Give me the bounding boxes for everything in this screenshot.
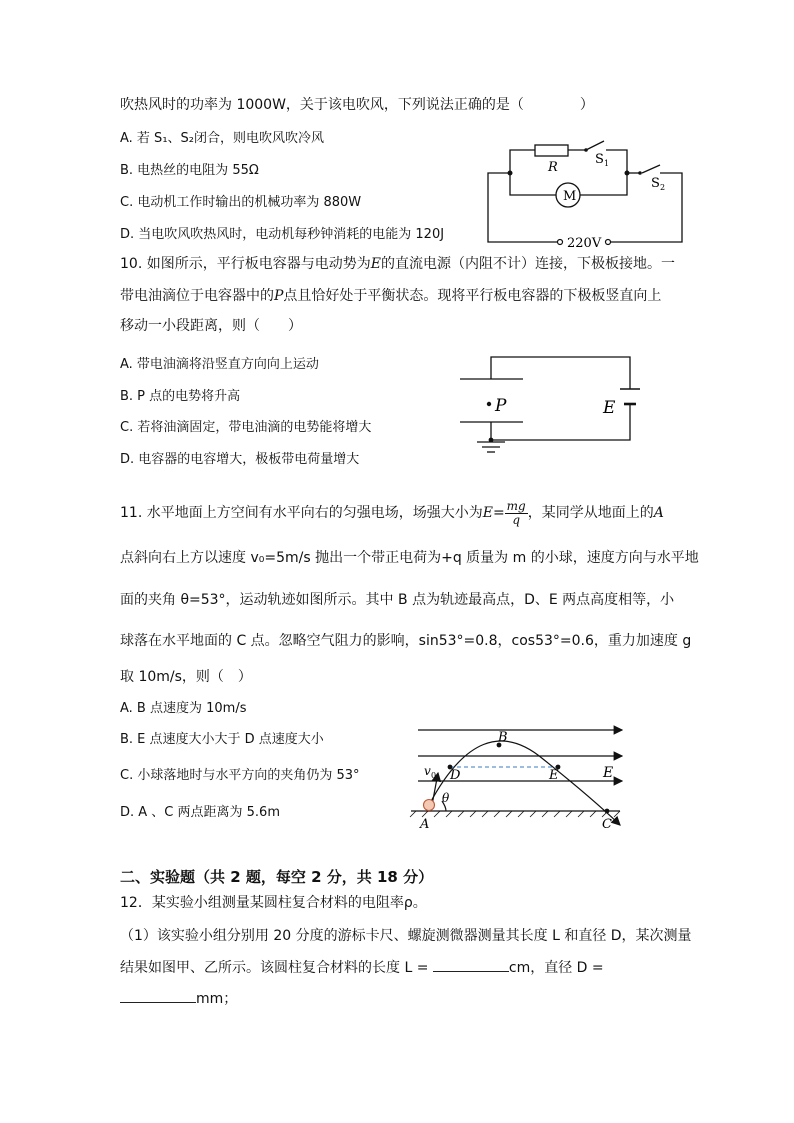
q11-line3: 面的夹角 θ=53°，运动轨迹如图所示。其中 B 点为轨迹最高点，D、E 两点高度相等，小 (120, 592, 675, 608)
label-v0: v (424, 764, 431, 778)
label-v0-sub: 0 (431, 771, 437, 780)
q11-option-b: B. E 点速度大小大于 D 点速度大小 (120, 732, 324, 747)
label-theta: θ (442, 791, 450, 805)
q12-part1-line2-text: 结果如图甲、乙所示。该圆柱复合材料的长度 L = (120, 960, 429, 976)
q12-unit-cm: cm，直径 D = (508, 960, 604, 976)
q10-option-d: D. 电容器的电容增大，极板带电荷量增大 (120, 452, 360, 467)
q9-option-a: A. 若 S₁、S₂闭合，则电吹风吹冷风 (120, 131, 324, 146)
label-e-point: E (549, 768, 559, 783)
q10-line1-b: 的直流电源（内阻不计）连接，下极板接地。一 (380, 256, 675, 272)
q10-p: P (274, 288, 284, 304)
q11-line2: 点斜向右上方以速度 v₀=5m/s 抛出一个带正电荷为+q 质量为 m 的小球，速度方向与水平地 (120, 550, 699, 566)
section-2-heading: 二、实验题（共 2 题，每空 2 分，共 18 分） (120, 868, 434, 886)
q10-option-b: B. P 点的电势将升高 (120, 389, 241, 404)
q10-option-a: A. 带电油滴将沿竖直方向向上运动 (120, 357, 319, 372)
q9-stem: 吹热风时的功率为 1000W，关于该电吹风，下列说法正确的是（ ） (120, 97, 594, 113)
label-d: D (450, 768, 461, 783)
label-b: B (498, 730, 508, 745)
q11-line1-a: 11. 水平地面上方空间有水平向右的匀强电场，场强大小为 (120, 505, 483, 521)
resistor-r (535, 145, 568, 156)
q11-a: A (653, 505, 664, 521)
q11-line4: 球落在水平地面的 C 点。忽略空气阻力的影响，sin53°=0.8，cos53°=0.6，重力加速度 g (120, 633, 692, 649)
q9-option-c: C. 电动机工作时输出的机械功率为 880W (120, 195, 362, 210)
label-m: M (563, 189, 577, 204)
q11-frac-den: q (512, 512, 521, 527)
label-e: E (603, 398, 616, 418)
switch-s2 (642, 165, 660, 173)
q9-option-b: B. 电热丝的电阻为 55Ω (120, 163, 259, 178)
ball (424, 800, 435, 811)
label-voltage: 220V (567, 236, 602, 251)
q10-line3: 移动一小段距离，则（ ） (120, 318, 302, 334)
wire-right (608, 173, 682, 242)
q12-unit-mm: mm； (196, 991, 238, 1007)
q10-e: E (370, 256, 381, 272)
q12-part1-line2 (120, 957, 604, 978)
label-a: A (420, 817, 430, 832)
q9-option-d: D. 当电吹风吹热风时，电动机每秒钟消耗的电能为 120J (120, 227, 445, 242)
q11-line1-b: ，某同学从地面上的 (527, 505, 654, 521)
label-s2-sub: 2 (660, 183, 666, 192)
q10-capacitor-diagram (455, 352, 645, 467)
label-s1: S (595, 152, 604, 167)
diameter-answer-blank[interactable] (120, 988, 196, 1003)
q12-part1-line3 (120, 988, 237, 1009)
q11-option-a: A. B 点速度为 10m/s (120, 701, 247, 716)
q11-line1 (120, 495, 664, 531)
label-s2: S (651, 176, 660, 191)
q11-option-c: C. 小球落地时与水平方向的夹角仍为 53° (120, 768, 360, 783)
q10-line1-a: 10. 如图所示，平行板电容器与电动势为 (120, 256, 371, 272)
label-p: P (495, 396, 507, 416)
q9-circuit-diagram (480, 135, 690, 250)
label-e-field: E (603, 765, 614, 781)
switch-s1 (586, 141, 604, 150)
q10-line2-b: 点且恰好处于平衡状态。现将平行板电容器的下极板竖直向上 (283, 288, 662, 304)
q10-line2 (120, 286, 661, 306)
q11-trajectory-diagram (408, 725, 633, 835)
label-s1-sub: 1 (604, 159, 610, 168)
q10-line1 (120, 254, 675, 274)
length-answer-blank[interactable] (433, 957, 509, 972)
q11-frac-num: mg (506, 498, 526, 513)
q10-option-c: C. 若将油滴固定，带电油滴的电势能将增大 (120, 420, 372, 435)
q10-line2-a: 带电油滴位于电容器中的 (120, 288, 274, 304)
label-r: R (548, 160, 558, 175)
q12-part1-line1: （1）该实验小组分别用 20 分度的游标卡尺、螺旋测微器测量其长度 L 和直径 D，某次测量 (120, 928, 692, 944)
wire-left (488, 173, 560, 242)
q12-stem: 12．某实验小组测量某圆柱复合材料的电阻率ρ。 (120, 895, 427, 911)
q11-fraction (505, 500, 528, 527)
point-p-dot (487, 402, 491, 406)
q11-option-d: D. A 、C 两点距离为 5.6m (120, 805, 280, 820)
q11-e-eq: E= (482, 505, 505, 521)
label-c: C (602, 817, 612, 832)
q11-line5: 取 10m/s，则（ ） (120, 669, 252, 685)
